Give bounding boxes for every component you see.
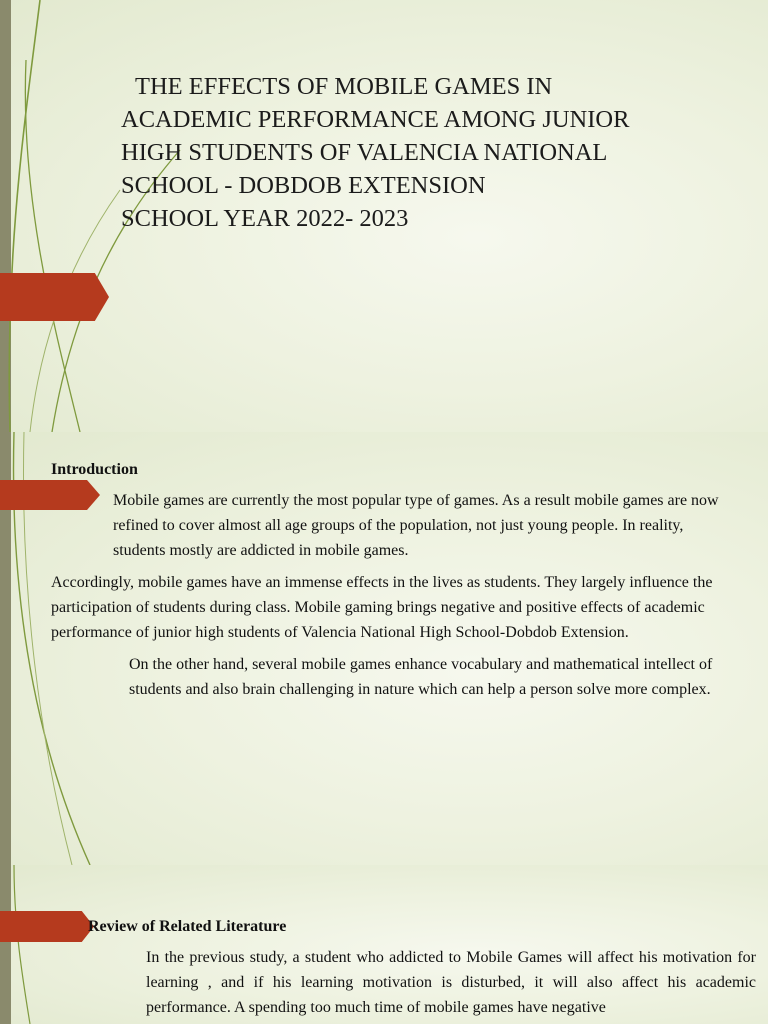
section-heading: Introduction [51,461,138,478]
introduction-slide [0,432,768,865]
title-line: HIGH STUDENTS OF VALENCIA NATIONAL [121,139,608,166]
introduction-content [51,457,731,709]
paragraph: Accordingly, mobile games have an immense effects in the lives as students. They largely influence the participation of students during class. Mobile gaming brings negative and positive effects of academic performance of junior high students of Valencia National High School-Dobdob Extension. [51,574,713,641]
left-accent-bar [0,0,11,432]
paragraph: Mobile games are currently the most popular type of games. As a result mobile games are now refined to cover almost all age groups of the population, not just young people. In reality, students mostly are addicted in mobile games. [113,492,719,559]
paragraph: On the other hand, several mobile games enhance vocabulary and mathematical intellect of students and also brain challenging in nature which can help a person solve more complex. [129,656,713,698]
title-slide [0,0,768,432]
literature-slide [0,865,768,1024]
title-line: SCHOOL - DOBDOB EXTENSION [121,172,486,199]
paragraph: In the previous study, a student who addicted to Mobile Games will affect his motivation for learning , and if his learning motivation is disturbed, it will also affect his academic performance. A spending too much time of mobile games have negative [146,949,756,1016]
section-heading: Review of Related Literature [88,918,287,935]
title-line: THE EFFECTS OF MOBILE GAMES IN [135,73,553,100]
slide-title [121,70,761,235]
title-line: ACADEMIC PERFORMANCE AMONG JUNIOR [121,106,630,133]
left-accent-bar [0,865,11,1024]
title-accent-tab [0,273,109,321]
section-accent-tab [0,911,94,942]
title-line: SCHOOL YEAR 2022- 2023 [121,205,409,232]
literature-content [88,914,756,1024]
